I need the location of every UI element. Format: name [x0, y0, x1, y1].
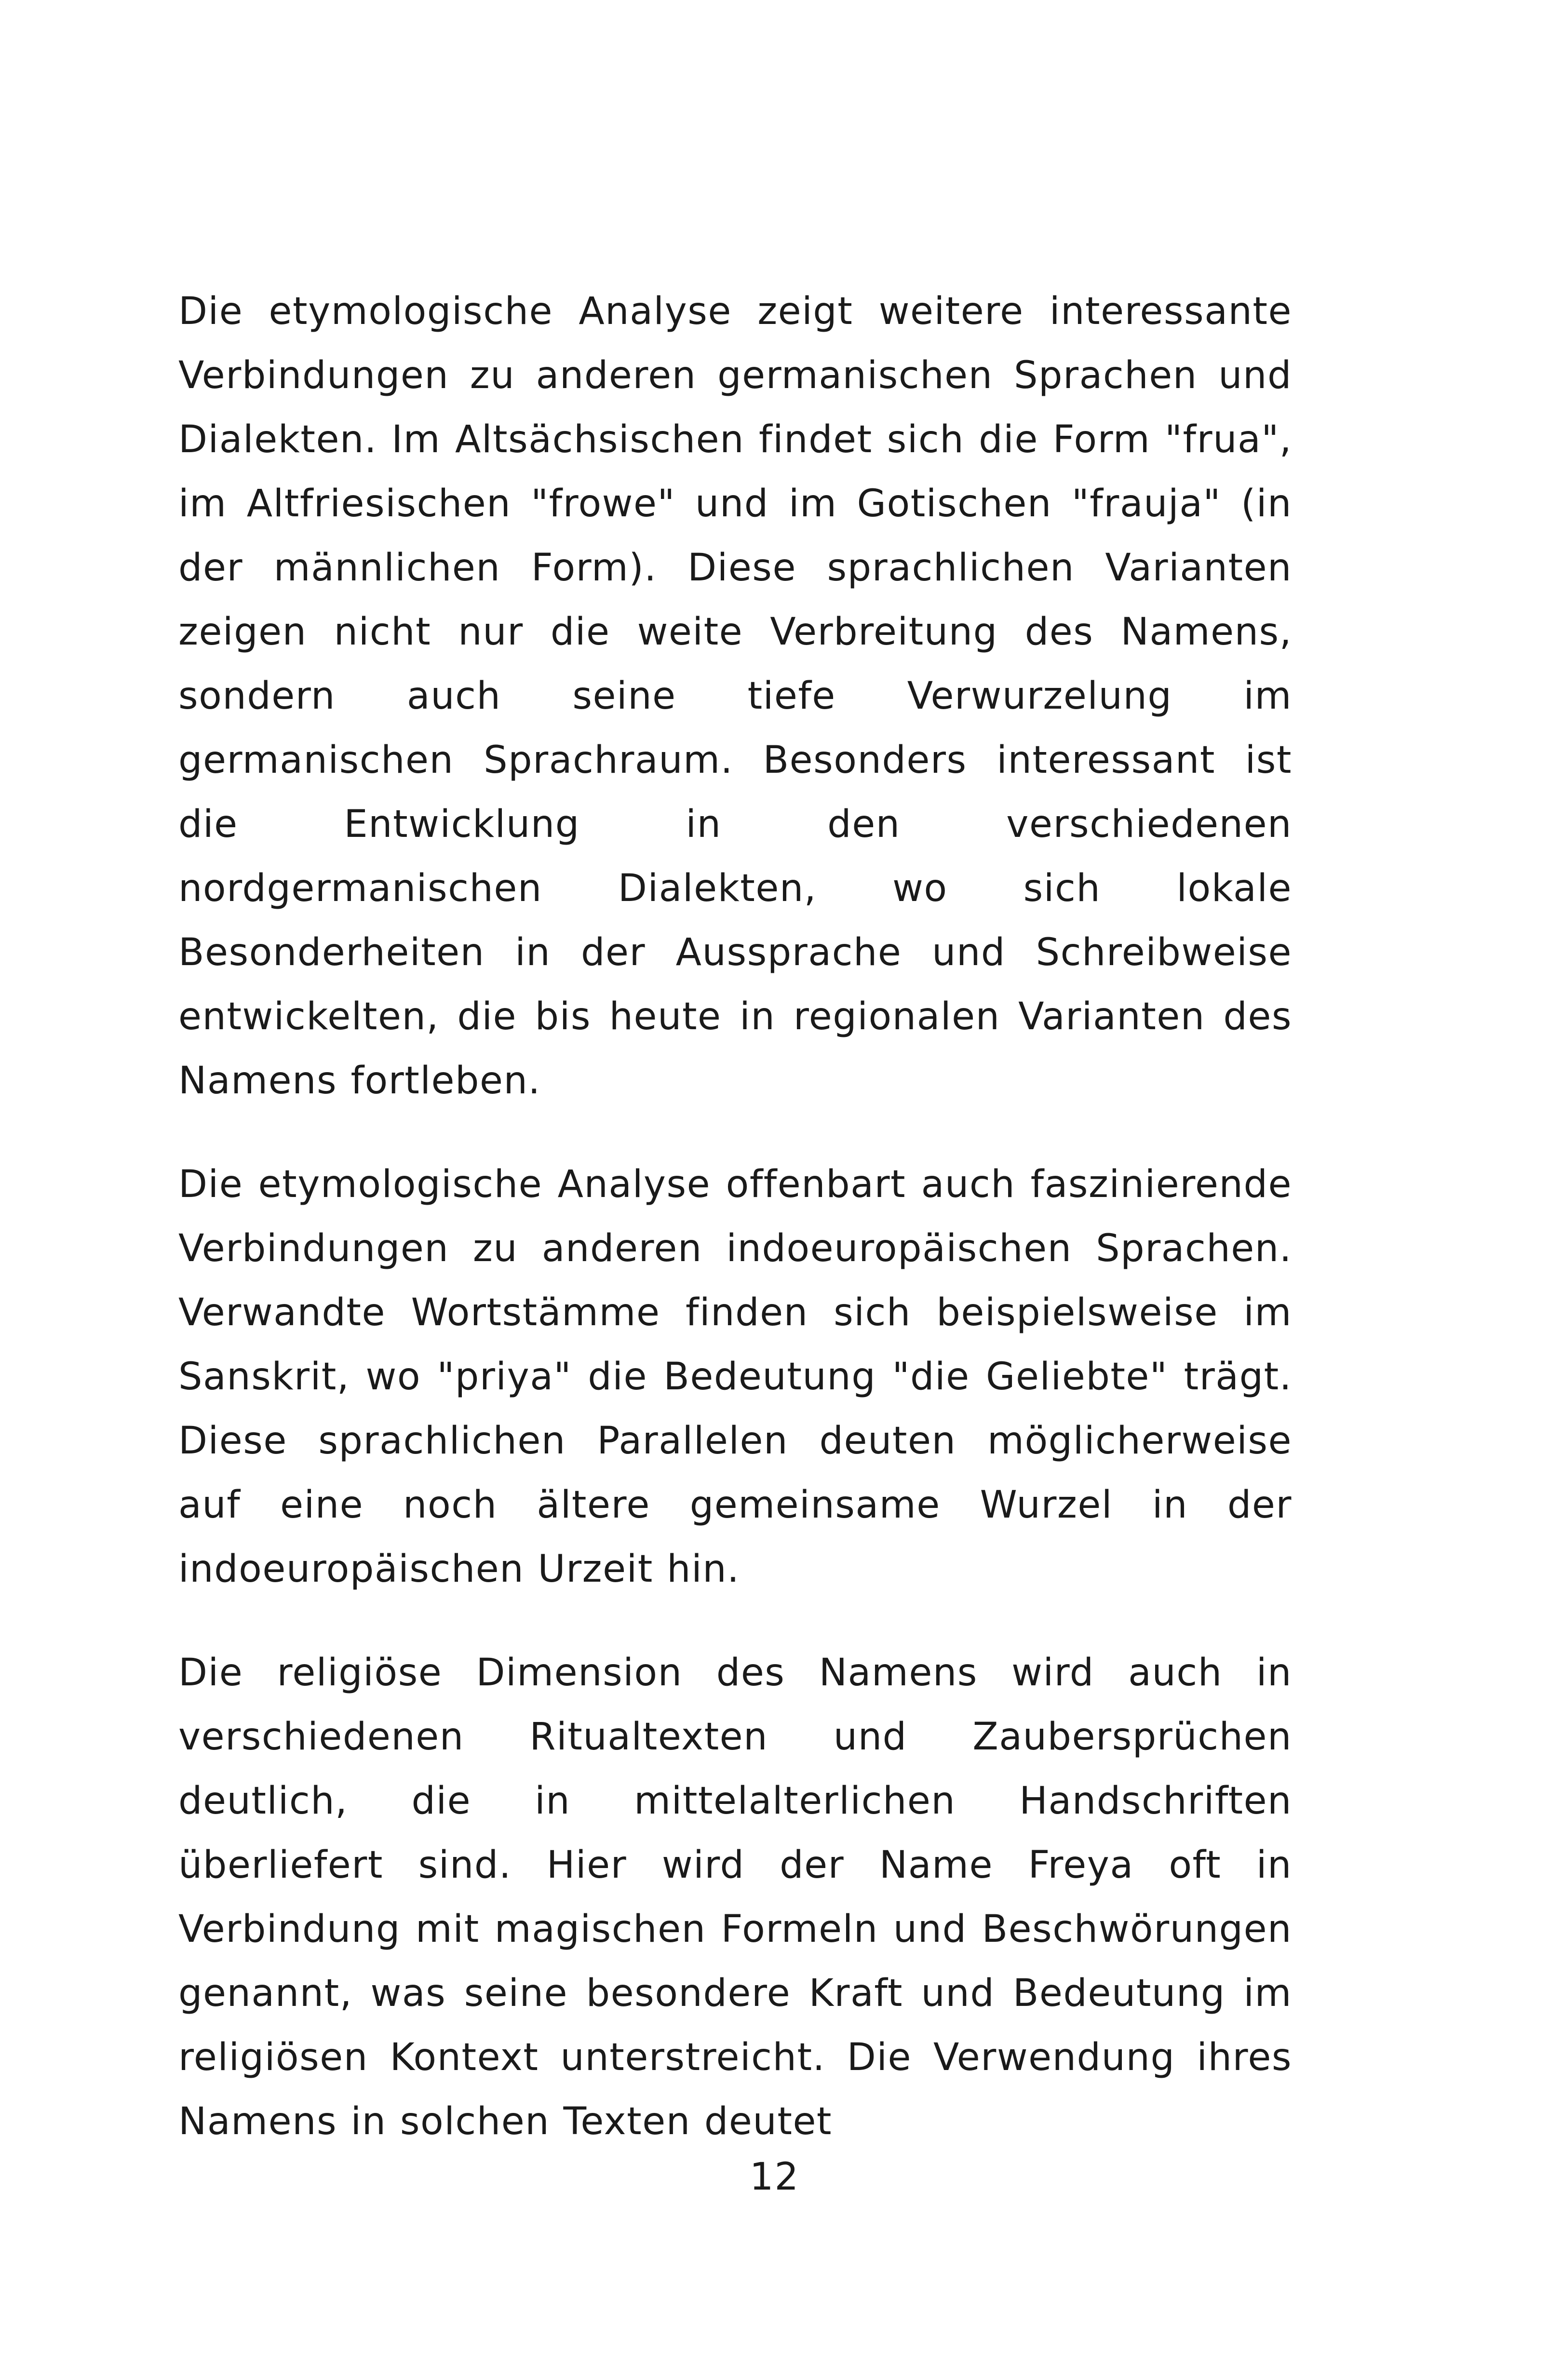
paragraph-2: Die etymologische Analyse offenbart auch faszinierende Verbindungen zu anderen indoeuropäischen Sprachen. Verwandte Wortstämme finden sich beispielsweise im Sanskrit, wo "priya" die Bedeutung "die Geliebte" trägt. Diese sprachlichen Parallelen deuten möglicherweise auf eine noch ältere gemeinsame Wurzel in der indoeuropäischen Urzeit hin.	[178, 1163, 1292, 1591]
paragraph-1: Die etymologische Analyse zeigt weitere interessante Verbindungen zu anderen germanischen Sprachen und Dialekten. Im Altsächsischen findet sich die Form "frua", im Altfriesischen "frowe" und im Gotischen "frauja" (in der männlichen Form). Diese sprachlichen Varianten zeigen nicht nur die weite Verbreitung des Namens, sondern auch seine tiefe Verwurzelung im germanischen Sprachraum. Besonders interessant ist die Entwicklung in den verschiedenen nordgermanischen Dialekten, wo sich lokale Besonderheiten in der Aussprache und Schreibweise entwickelten, die bis heute in regionalen Varianten des Namens fortleben.	[178, 290, 1292, 1103]
page-body	[178, 280, 1292, 2193]
paragraph-3: Die religiöse Dimension des Namens wird auch in verschiedenen Ritualtexten und Zaubersprüchen deutlich, die in mittelalterlichen Handschriften überliefert sind. Hier wird der Name Freya oft in Verbindung mit magischen Formeln und Beschwörungen genannt, was seine besondere Kraft und Bedeutung im religiösen Kontext unterstreicht. Die Verwendung ihres Namens in solchen Texten deutet	[178, 1651, 1292, 2143]
page-number: 12	[749, 2155, 800, 2199]
